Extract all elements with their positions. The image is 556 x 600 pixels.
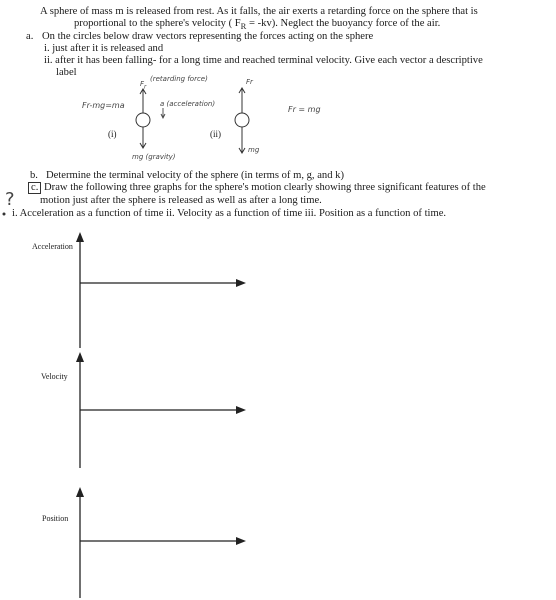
velocity-axes	[76, 352, 246, 468]
intro-line-2-end: = -kv). Neglect the buoyancy force of the air.	[246, 18, 441, 29]
part-b-text: Determine the terminal velocity of the sphere (in terms of m, g, and k)	[46, 170, 345, 181]
circle-i-label: (i)	[108, 129, 117, 139]
force-arrow-down-i	[140, 127, 146, 148]
part-c-line-1	[28, 182, 486, 194]
circle-ii-label: (ii)	[210, 129, 221, 139]
gravity-note: mg (gravity)	[132, 153, 176, 161]
retarding-force-note: (retarding force)	[150, 75, 208, 83]
fr-symbol: F	[140, 80, 145, 88]
fr-subscript: r	[144, 84, 147, 91]
fr-label-ii: Fr	[246, 78, 253, 86]
force-arrow-up-ii	[239, 88, 245, 113]
force-arrow-up-i	[140, 89, 146, 113]
newton-equation: Fr-mg=ma	[82, 101, 125, 110]
acceleration-axes	[76, 232, 246, 348]
acceleration-axis-label: Acceleration	[32, 242, 73, 251]
force-subscript: R	[240, 21, 247, 32]
intro-line-2-start: proportional to the sphere's velocity ( F	[74, 18, 241, 29]
intro-line-1: A sphere of mass m is released from rest. As it falls, the air exerts a retarding force on the sphere that is	[40, 6, 478, 17]
margin-dot	[3, 213, 6, 216]
sphere-i	[136, 113, 150, 127]
part-c-text: Draw the following three graphs for the sphere's motion clearly showing three significant features of the	[44, 182, 486, 193]
part-c-line-2: motion just after the sphere is released as well as after a long time.	[40, 195, 322, 206]
mg-label-ii: mg	[248, 146, 260, 154]
sphere-ii	[235, 113, 249, 127]
acceleration-note: a (acceleration)	[160, 100, 216, 108]
margin-question-mark: ?	[5, 189, 15, 210]
position-axis-label: Position	[42, 514, 69, 523]
part-c-line-3: i. Acceleration as a function of time ii. Velocity as a function of time iii. Position as a function of time.	[12, 208, 447, 219]
part-b-label: b.	[30, 170, 38, 181]
part-a-i: i. just after it is released and	[44, 43, 164, 54]
acceleration-arrow-i	[161, 108, 165, 118]
part-a-label: a.	[26, 31, 34, 42]
force-arrow-down-ii	[239, 127, 245, 153]
part-a-ii-line-2: label	[56, 67, 77, 78]
fr-equals-mg: Fr = mg	[288, 105, 321, 114]
part-a-ii-line-1: ii. after it has been falling- for a long time and reached terminal velocity. Give each vector a descriptive	[44, 55, 483, 66]
position-axes	[76, 487, 246, 598]
part-c-label: c.	[28, 182, 41, 194]
part-a-text: On the circles below draw vectors representing the forces acting on the sphere	[42, 31, 374, 42]
velocity-axis-label: Velocity	[41, 372, 68, 381]
